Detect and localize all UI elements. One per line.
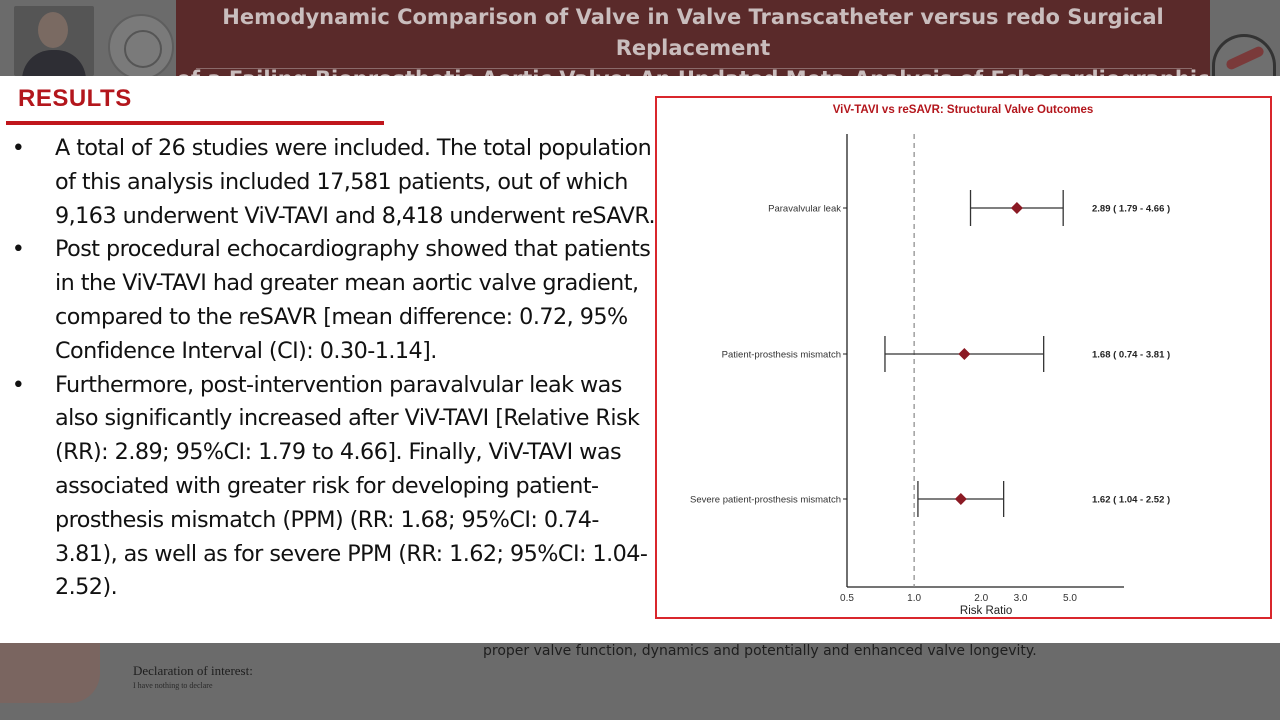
row-label: Paravalvular leak	[768, 203, 841, 215]
forest-plot	[655, 96, 1272, 619]
title-divider	[196, 68, 1192, 69]
estimate-marker	[958, 348, 970, 360]
row-label: Patient-prosthesis mismatch	[721, 349, 841, 361]
bullet-dot: •	[11, 135, 25, 161]
footer-decorative-image	[0, 643, 100, 703]
x-axis-label: Risk Ratio	[959, 605, 1013, 617]
declaration-body: I have nothing to declare	[133, 681, 213, 690]
results-panel	[0, 76, 1280, 643]
chart-title: ViV-TAVI vs reSAVR: Structural Valve Outcomes	[832, 104, 1094, 116]
presenter-photo	[14, 6, 94, 76]
results-bullet	[8, 233, 658, 368]
x-tick-label: 1.0	[907, 593, 922, 604]
estimate-marker	[1011, 202, 1023, 214]
poster-title-line-1: Hemodynamic Comparison of Valve in Valve Transcatheter versus redo Surgical Replacement	[222, 5, 1164, 60]
results-underline	[6, 121, 384, 125]
bullet-text: A total of 26 studies were included. The total population of this analysis included 17,581 patients, out of which 9,163 underwent ViV-TAVI and 8,418 underwent reSAVR.	[55, 135, 656, 229]
university-seal-logo	[108, 14, 174, 80]
results-bullet	[8, 132, 658, 233]
bullet-text: Post procedural echocardiography showed that patients in the ViV-TAVI had greater mean aortic valve gradient, compared to the reSAVR [mean difference: 0.72, 95% Confidence Interval (CI): 0.30-1.14].	[55, 236, 651, 364]
results-heading: RESULTS	[18, 85, 132, 112]
x-tick-label: 2.0	[974, 593, 989, 604]
bullet-dot: •	[11, 236, 25, 263]
bullet-text: Furthermore, post-intervention paravalvular leak was also significantly increased after ViV-TAVI [Relative Risk (RR): 2.89; 95%CI: 1.79 to 4.66]. Finally, ViV-TAVI was associated with greater risk for developing patient-prosthesis mismatch (PPM) (RR: 1.68; 95%CI: 0.74-3.81), as well as for severe PPM (RR: 1.62; 95%CI: 1.04-2.52).	[55, 371, 648, 601]
row-annotation: 1.68 ( 0.74 - 3.81 )	[1092, 349, 1171, 361]
bullet-dot: •	[11, 371, 25, 398]
row-label: Severe patient-prosthesis mismatch	[689, 494, 841, 506]
x-tick-label: 0.5	[840, 593, 854, 604]
conclusion-fragment: proper valve function, dynamics and potentially and enhanced valve longevity.	[483, 643, 1037, 659]
row-annotation: 1.62 ( 1.04 - 2.52 )	[1092, 494, 1171, 506]
results-bullet-list	[8, 132, 658, 605]
results-bullet	[8, 369, 658, 606]
x-tick-label: 5.0	[1063, 593, 1077, 604]
estimate-marker	[955, 493, 967, 505]
x-tick-label: 3.0	[1013, 593, 1028, 604]
row-annotation: 2.89 ( 1.79 - 4.66 )	[1092, 203, 1171, 215]
forest-plot-svg	[657, 98, 1270, 617]
declaration-title: Declaration of interest:	[133, 663, 253, 678]
